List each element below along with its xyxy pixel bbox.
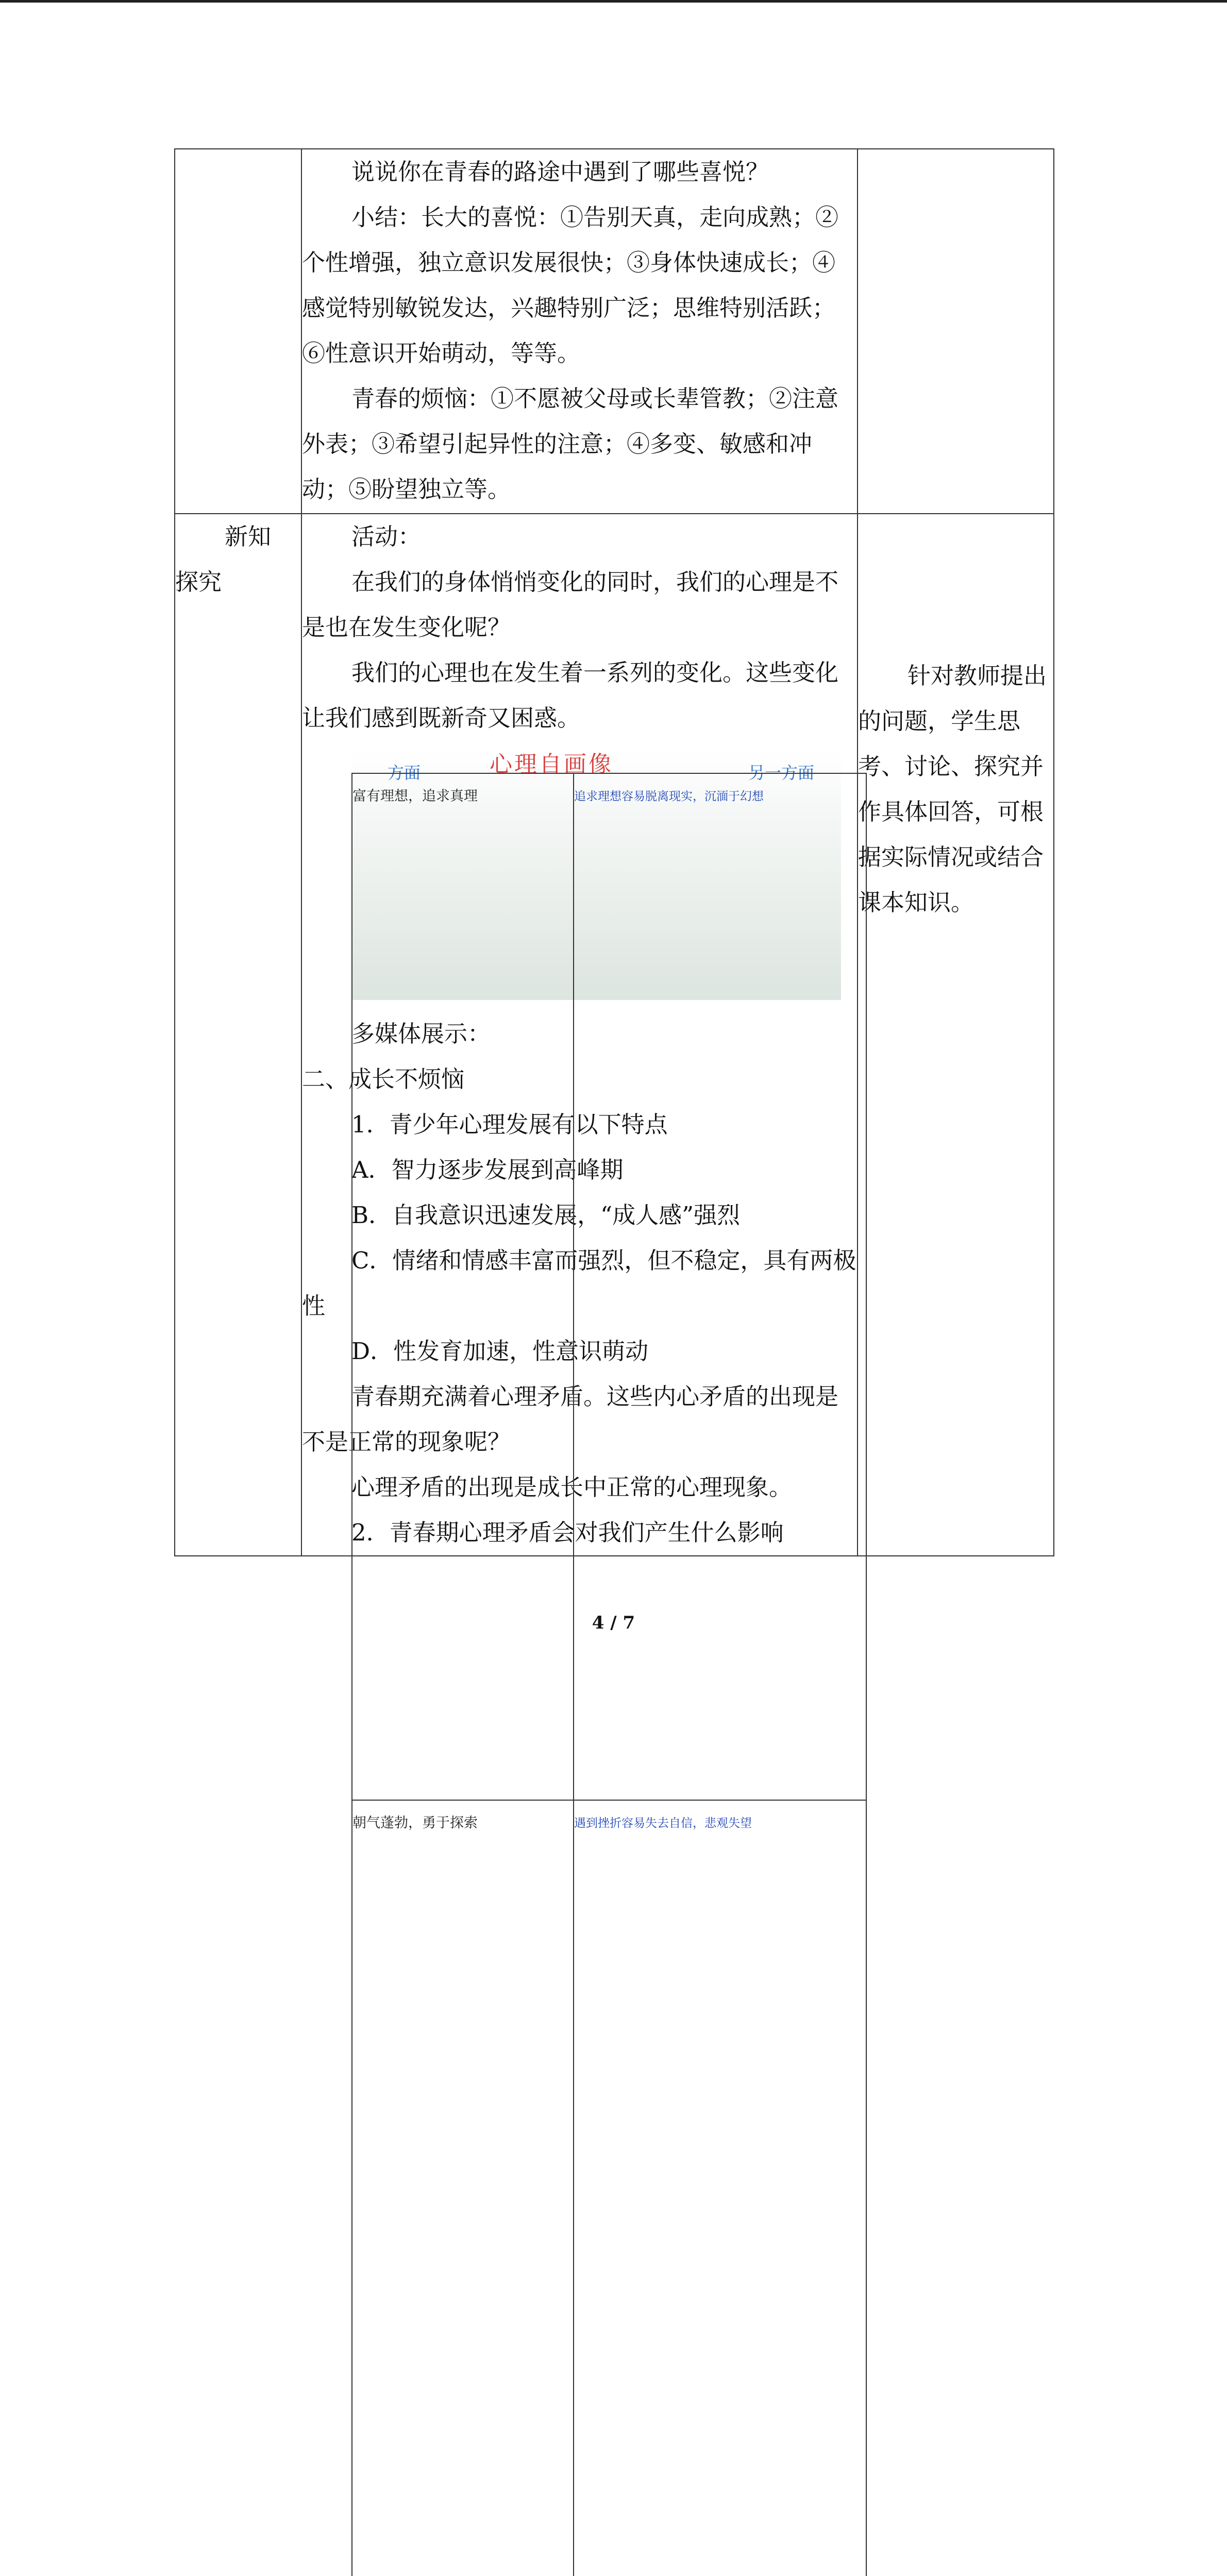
paragraph: 心理矛盾的出现是成长中正常的心理现象。	[351, 1473, 793, 1501]
page-number: 4 / 7	[592, 1613, 635, 1633]
paragraph: B．自我意识迅速发展，“成人感”强烈	[351, 1201, 741, 1229]
slide-table	[351, 773, 867, 2576]
paragraph: 活动：	[351, 523, 422, 550]
paragraph: 我们的心理也在发生着一系列的变化。这些变化让我们感到既新奇又困惑。	[302, 659, 839, 732]
slide-header	[351, 750, 841, 783]
slide-cell-right: 追求理想容易脱离现实，沉湎于幻想	[574, 773, 866, 1800]
slide-title: 心理自画像	[490, 751, 613, 777]
stage-cell	[175, 149, 301, 514]
slide-row	[352, 773, 866, 1800]
slide-header-right: 另一方面	[748, 763, 815, 783]
slide-header-left: 方面	[388, 763, 421, 783]
paragraph: 2．青春期心理矛盾会对我们产生什么影响	[351, 1519, 784, 1546]
slide-row	[352, 1800, 866, 2576]
stage-label: 新知	[225, 523, 272, 550]
paragraph: A．智力逐步发展到高峰期	[351, 1156, 624, 1183]
teacher-activity-cell	[301, 149, 858, 514]
paragraph: 小结：长大的喜悦：①告别天真，走向成熟；②个性增强，独立意识发展很快；③身体快速成长；④感觉特别敏锐发达，兴趣特别广泛；思维特别活跃；⑥性意识开始萌动，等等。	[302, 204, 839, 367]
student-activity-cell	[858, 149, 1054, 514]
table-row	[175, 514, 1054, 1556]
paragraph: D．性发育加速，性意识萌动	[351, 1337, 649, 1365]
table-row	[175, 149, 1054, 514]
slide-cell-right: 遇到挫折容易失去自信，悲观失望	[574, 1800, 866, 2576]
paragraph: 说说你在青春的路途中遇到了哪些喜悦？	[351, 158, 769, 185]
paragraph: 青春的烦恼：①不愿被父母或长辈管教；②注意外表；③希望引起异性的注意；④多变、敏感和冲动；⑤盼望独立等。	[302, 385, 839, 503]
page-top-border	[0, 0, 1227, 3]
stage-cell	[175, 514, 301, 1556]
paragraph: 在我们的身体悄悄变化的同时，我们的心理是不是也在发生变化呢？	[302, 568, 839, 641]
student-activity-cell	[858, 514, 1054, 1556]
section-heading: 二、成长不烦恼	[302, 1065, 465, 1093]
slide-cell-left: 富有理想，追求真理	[352, 773, 574, 1800]
paragraph: 青春期充满着心理矛盾。这些内心矛盾的出现是不是正常的现象呢？	[302, 1383, 839, 1455]
student-activity-text: 针对教师提出的问题，学生思考、讨论、探究并作具体回答，可根据实际情况或结合课本知识。	[858, 662, 1047, 916]
slide-cell-left: 朝气蓬勃，勇于探索	[352, 1800, 574, 2576]
paragraph: 多媒体展示：	[351, 1020, 491, 1047]
paragraph: C．情绪和情感丰富而强烈，但不稳定，具有两极性	[302, 1247, 856, 1319]
stage-label: 探究	[175, 568, 222, 596]
paragraph: 1．青少年心理发展有以下特点	[351, 1111, 668, 1138]
